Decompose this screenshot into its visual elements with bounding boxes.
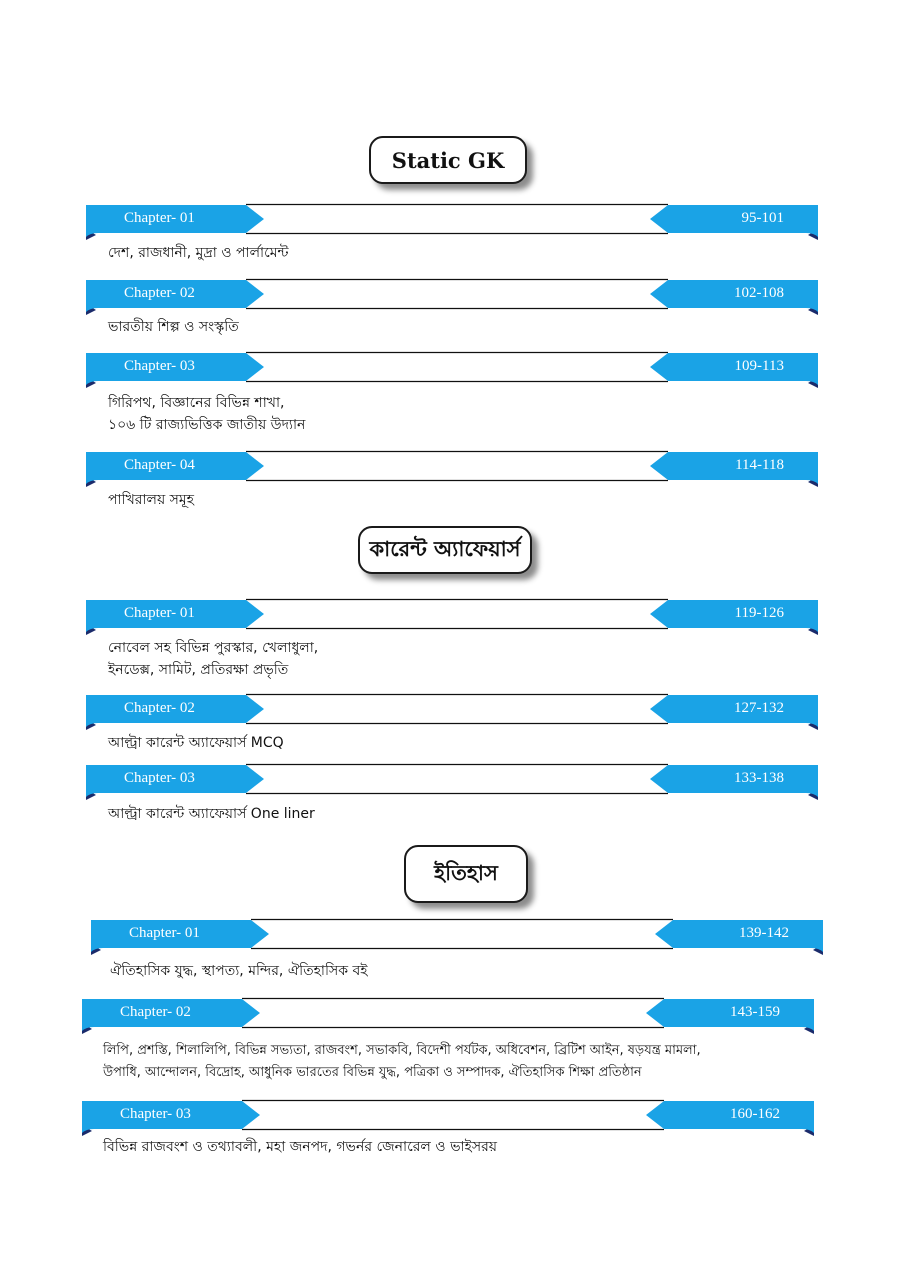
page-range: 119-126	[734, 605, 784, 621]
chapter-number: Chapter- 01	[129, 925, 200, 941]
section-title-static-gk: Static GK	[369, 136, 527, 184]
chapter-row	[86, 693, 818, 737]
chapter-description	[108, 316, 239, 338]
description-line: আল্ট্রা কারেন্ট অ্যাফেয়ার্স MCQ	[108, 735, 284, 751]
description-line: ইনডেক্স, সামিট, প্রতিরক্ষা প্রভৃতি	[108, 662, 289, 678]
page-range: 143-159	[730, 1004, 780, 1020]
chapter-number: Chapter- 04	[124, 457, 195, 473]
chapter-description	[108, 732, 284, 754]
chapter-description	[108, 637, 318, 681]
chapter-description	[103, 1136, 497, 1158]
chapter-number: Chapter- 03	[124, 770, 195, 786]
description-line: ভারতীয় শিল্প ও সংস্কৃতি	[108, 319, 239, 335]
page-range: 139-142	[739, 925, 789, 941]
page-range: 114-118	[735, 457, 784, 473]
chapter-number: Chapter- 02	[124, 285, 195, 301]
ribbon-right	[650, 452, 818, 484]
chapter-description	[110, 960, 368, 982]
chapter-number: Chapter- 01	[124, 210, 195, 226]
page-range: 102-108	[734, 285, 784, 301]
chapter-number: Chapter- 03	[120, 1106, 191, 1122]
page-range: 95-101	[741, 210, 784, 226]
chapter-number: Chapter- 02	[120, 1004, 191, 1020]
chapter-description	[108, 489, 194, 511]
chapter-row	[86, 598, 818, 642]
chapter-row	[86, 450, 818, 494]
chapter-description	[103, 1040, 701, 1084]
description-line: উপাধি, আন্দোলন, বিদ্রোহ, আধুনিক ভারতের বিভিন্ন যুদ্ধ, পত্রিকা ও সম্পাদক, ঐতিহাসিক শিক্ষা প্রতিষ্ঠান	[103, 1065, 642, 1080]
chapter-row	[86, 351, 818, 395]
description-line: নোবেল সহ বিভিন্ন পুরস্কার, খেলাধুলা,	[108, 640, 319, 656]
chapter-row	[86, 763, 818, 807]
chapter-number: Chapter- 01	[124, 605, 195, 621]
description-line: পাখিরালয় সমূহ	[108, 492, 195, 508]
description-line: লিপি, প্রশস্তি, শিলালিপি, বিভিন্ন সভ্যতা, রাজবংশ, সভাকবি, বিদেশী পর্যটক, অধিবেশন, ব্রিটিশ আইন, ষড়যন্ত্র মামলা,	[103, 1043, 701, 1058]
page-range: 127-132	[734, 700, 784, 716]
description-line: দেশ, রাজধানী, মুদ্রা ও পার্লামেন্ট	[108, 245, 289, 261]
ribbon-right	[650, 205, 818, 237]
section-title-history: ইতিহাস	[404, 845, 528, 903]
chapter-row	[82, 997, 814, 1041]
page-range: 133-138	[734, 770, 784, 786]
description-line: ১০৬ টি রাজ্যভিত্তিক জাতীয় উদ্যান	[108, 417, 306, 433]
chapter-description	[108, 392, 305, 436]
chapter-number: Chapter- 03	[124, 358, 195, 374]
chapter-description	[108, 242, 288, 264]
description-line: আল্ট্রা কারেন্ট অ্যাফেয়ার্স One liner	[108, 806, 315, 822]
section-title-current-affairs: কারেন্ট অ্যাফেয়ার্স	[358, 526, 532, 574]
page-range: 160-162	[730, 1106, 780, 1122]
description-line: ঐতিহাসিক যুদ্ধ, স্থাপত্য, মন্দির, ঐতিহাসিক বই	[110, 963, 368, 979]
chapter-row	[86, 203, 818, 247]
chapter-description	[108, 803, 315, 825]
page-range: 109-113	[734, 358, 784, 374]
description-line: গিরিপথ, বিজ্ঞানের বিভিন্ন শাখা,	[108, 395, 285, 411]
chapter-number: Chapter- 02	[124, 700, 195, 716]
description-line: বিভিন্ন রাজবংশ ও তথ্যাবলী, মহা জনপদ, গভর্নর জেনারেল ও ভাইসরয়	[103, 1139, 498, 1155]
chapter-row	[91, 918, 823, 962]
